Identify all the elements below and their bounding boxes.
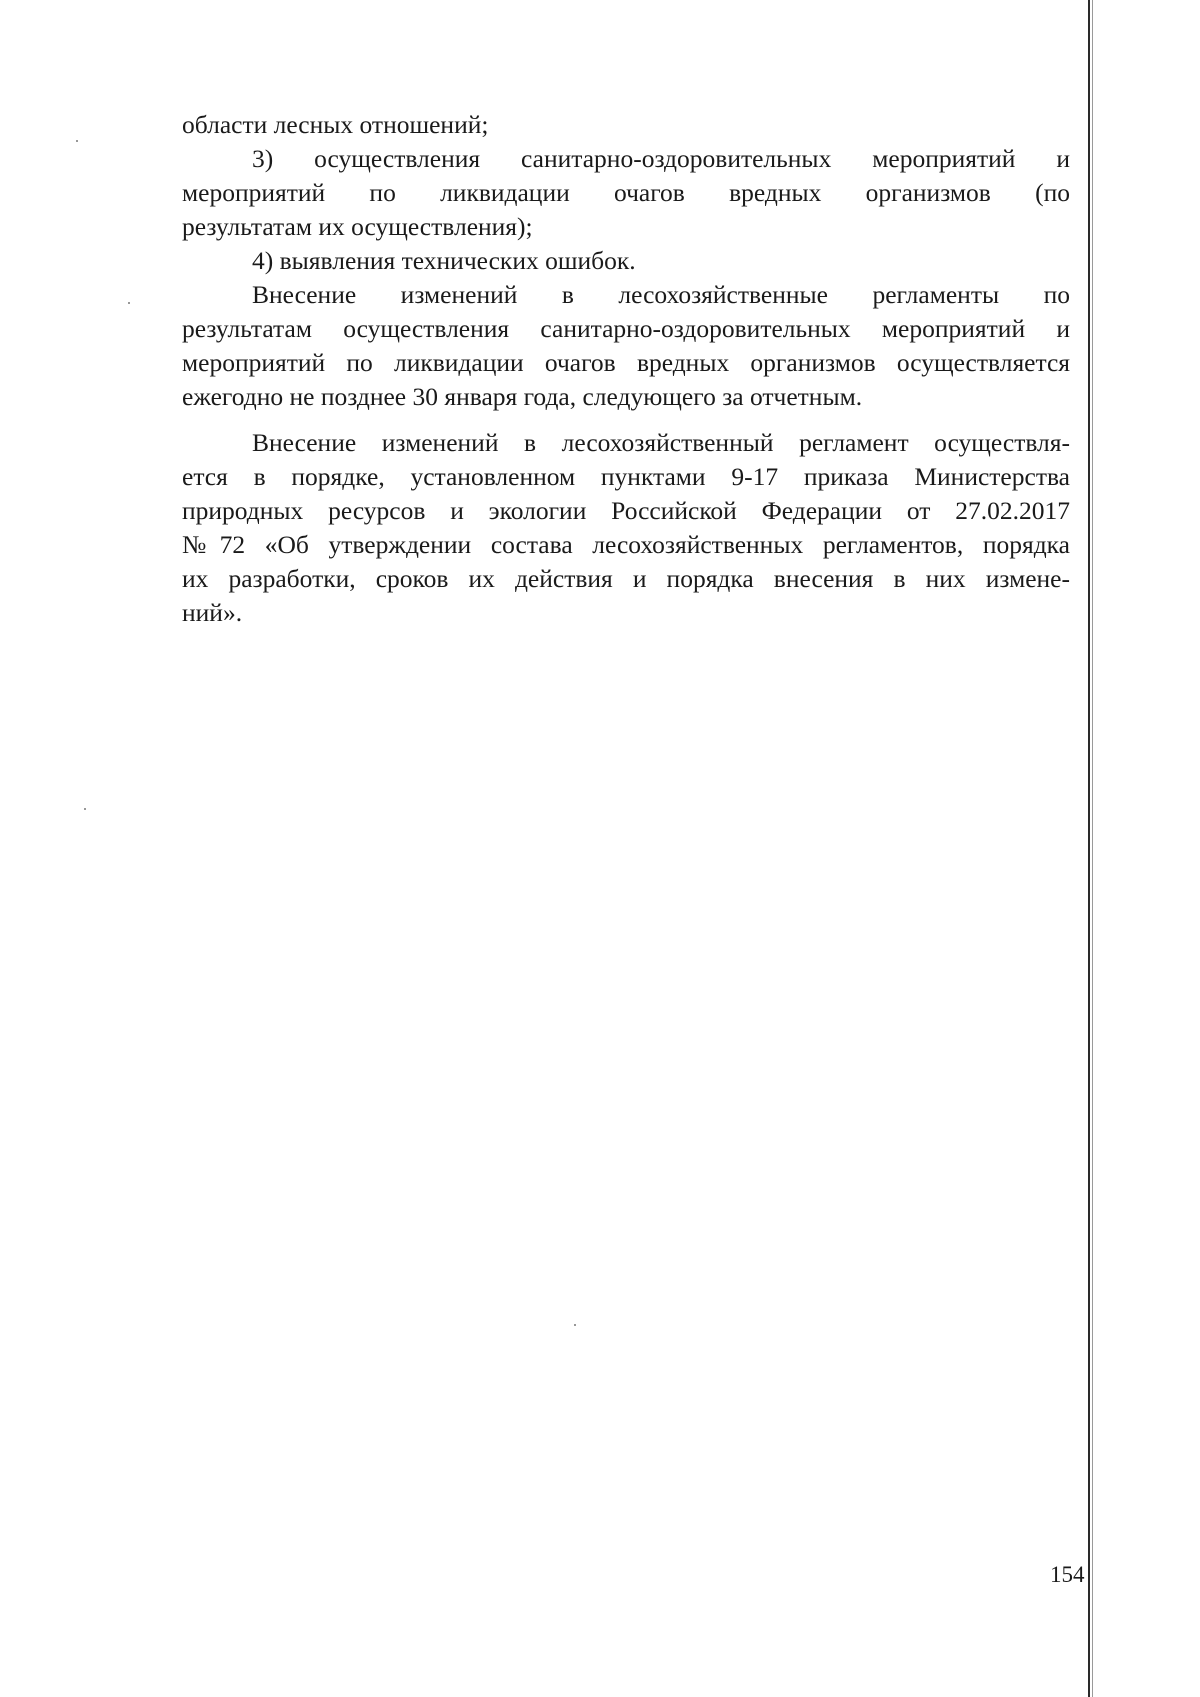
text-line: мероприятий по ликвидации очагов вредных организмов (по bbox=[182, 178, 1070, 207]
text-line: ний». bbox=[182, 598, 243, 627]
text-line: ежегодно не позднее 30 января года, следующего за отчетным. bbox=[182, 382, 863, 411]
scan-speck bbox=[84, 808, 86, 810]
text-line: результатам осуществления санитарно-оздоровительных мероприятий и bbox=[182, 314, 1070, 343]
list-item-4-line: 4) выявления технических ошибок. bbox=[252, 246, 636, 275]
text-line: области лесных отношений; bbox=[182, 110, 489, 139]
paragraph-gap bbox=[182, 414, 1070, 426]
scan-speck bbox=[574, 1324, 576, 1326]
text-line: результатам их осуществления); bbox=[182, 212, 533, 241]
text-line: ется в порядке, установленном пунктами 9-17 приказа Министерства bbox=[182, 462, 1070, 491]
page-number: 154 bbox=[1050, 1562, 1085, 1587]
scan-speck bbox=[128, 302, 130, 304]
paragraph-first-line: Внесение изменений в лесохозяйственный регламент осуществля- bbox=[252, 428, 1070, 457]
scan-speck bbox=[76, 140, 78, 142]
scan-border-shadow bbox=[1092, 0, 1093, 1697]
text-line: №72 «Об утверждении состава лесохозяйственных регламентов, порядка bbox=[182, 530, 1070, 559]
text-line: их разработки, сроков их действия и порядка внесения в них измене- bbox=[182, 564, 1070, 593]
list-item-3-line: 3) осуществления санитарно-оздоровительных мероприятий и bbox=[252, 144, 1070, 173]
document-body bbox=[182, 108, 1070, 630]
scan-border-line bbox=[1088, 0, 1090, 1697]
text-line: природных ресурсов и экологии Российской Федерации от 27.02.2017 bbox=[182, 496, 1070, 525]
text-line: мероприятий по ликвидации очагов вредных организмов осуществляется bbox=[182, 348, 1070, 377]
paragraph-first-line: Внесение изменений в лесохозяйственные регламенты по bbox=[252, 280, 1070, 309]
